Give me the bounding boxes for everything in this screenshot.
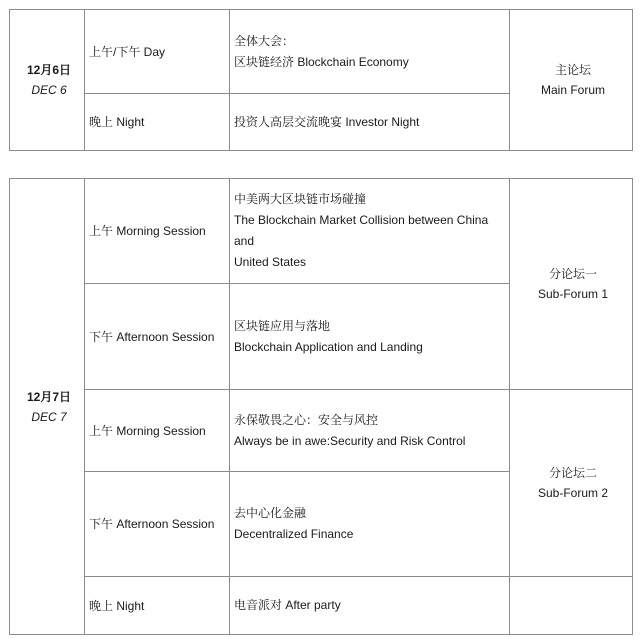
topic-line: 区块链经济 Blockchain Economy: [234, 54, 409, 69]
topic-line: Always be in awe:Security and Risk Control: [234, 433, 466, 448]
topic-line: Blockchain Application and Landing: [234, 339, 423, 354]
date-en: DEC 6: [31, 83, 67, 97]
date-en: DEC 7: [31, 409, 67, 424]
session-topic: [230, 390, 510, 472]
topic-line: 全体大会：: [234, 33, 295, 48]
forum-cell: [510, 10, 633, 151]
table-row: [10, 390, 633, 472]
forum-name-cn: 分论坛一: [548, 267, 597, 281]
time-slot: 上午 Morning Session: [85, 179, 230, 284]
time-slot: 下午 Afternoon Session: [85, 472, 230, 577]
time-slot: 晚上 Night: [85, 94, 230, 151]
topic-line: 永保敬畏之心：安全与风控: [234, 412, 379, 427]
session-topic: [230, 284, 510, 390]
forum-name-cn: 主论坛: [554, 63, 591, 77]
schedule-table-dec7: [9, 178, 633, 635]
forum-name-en: Sub-Forum 1: [537, 287, 609, 301]
session-topic: [230, 94, 510, 151]
forum-name-en: Main Forum: [540, 83, 605, 97]
forum-name-en: Sub-Forum 2: [537, 486, 609, 500]
date-cn: 12月6日: [26, 63, 72, 77]
schedule-table-dec6: [9, 9, 633, 151]
table-row: [10, 10, 633, 94]
forum-cell: [510, 179, 633, 390]
topic-line: 投资人高层交流晚宴 Investor Night: [234, 114, 420, 129]
forum-cell: [510, 390, 633, 577]
date-cell: [10, 179, 85, 635]
topic-line: 去中心化金融: [234, 506, 307, 520]
topic-line: 电音派对 After party: [234, 598, 341, 612]
table-row: [10, 179, 633, 284]
session-topic: [230, 577, 510, 635]
table-row: [10, 577, 633, 635]
topic-line: Decentralized Finance: [234, 527, 354, 541]
date-cn: 12月7日: [26, 389, 72, 404]
date-cell: [10, 10, 85, 151]
time-slot: 晚上 Night: [85, 577, 230, 635]
session-topic: [230, 10, 510, 94]
time-slot: 下午 Afternoon Session: [85, 284, 230, 390]
forum-name-cn: 分论坛二: [548, 466, 597, 480]
topic-line: United States: [234, 255, 307, 269]
session-topic: [230, 179, 510, 284]
topic-line: The Blockchain Market Collision between China and: [234, 213, 489, 248]
time-slot: 上午 Morning Session: [85, 390, 230, 472]
topic-line: 区块链应用与落地: [234, 318, 331, 333]
time-slot: 上午/下午 Day: [85, 10, 230, 94]
session-topic: [230, 472, 510, 577]
forum-cell-empty: [510, 577, 633, 635]
topic-line: 中美两大区块链市场碰撞: [234, 192, 367, 206]
